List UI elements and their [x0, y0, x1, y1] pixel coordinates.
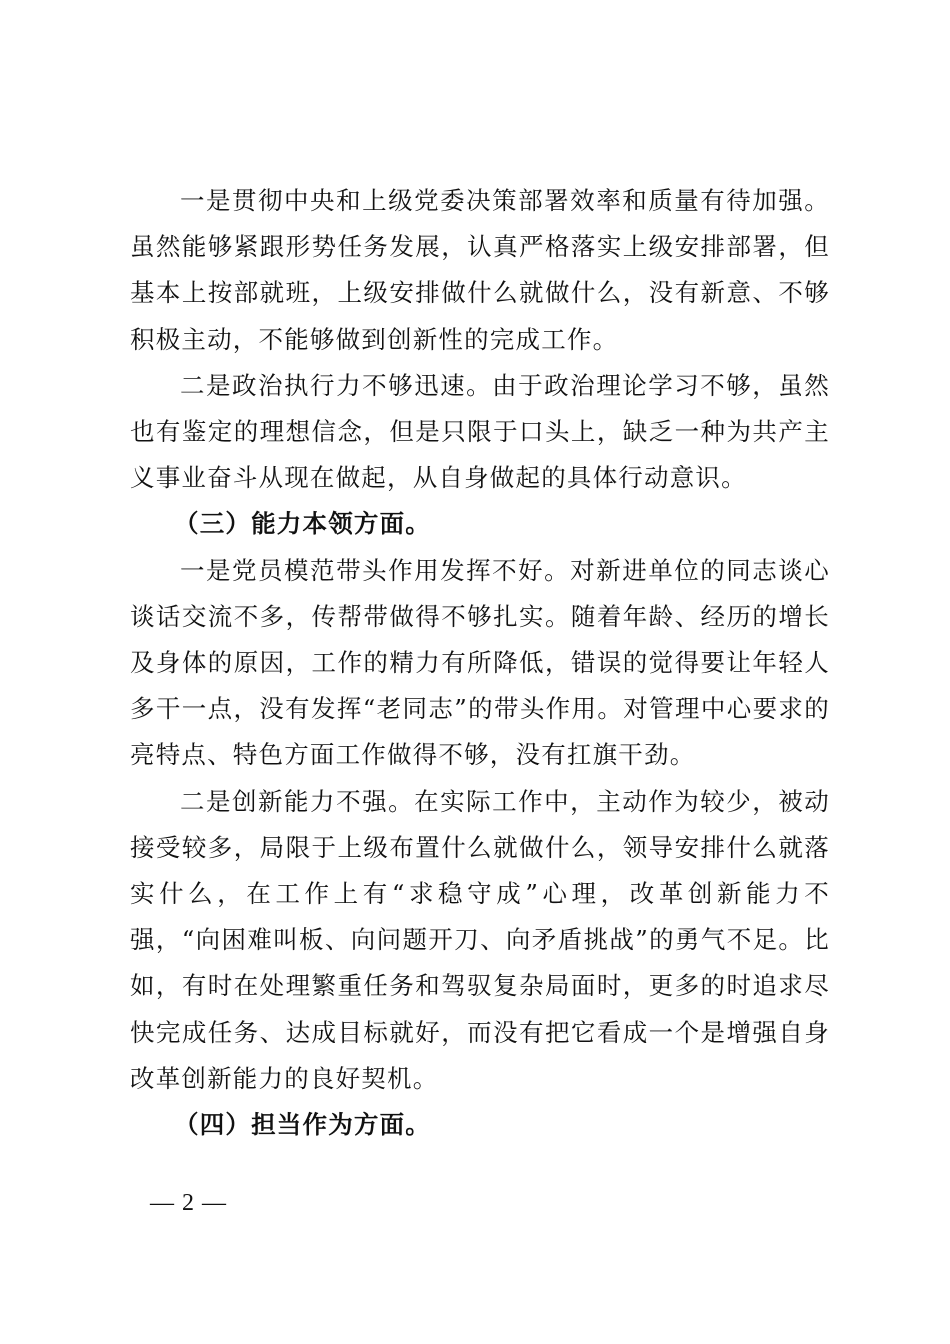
section-heading-ability: （三）能力本领方面。: [174, 509, 431, 539]
paragraph-innovation-ability: 二是创新能力不强。在实际工作中，主动作为较少，被动接受较多，局限于上级布置什么就做什么，领导安排什么就落实什么，在工作上有“求稳守成”心理，改革创新能力不强，“向困难叫板、向问题开刀、向矛盾挑战”的勇气不足。比如，有时在处理繁重任务和驾驭复杂局面时，更多的时追求尽快完成任务、达成目标就好，而没有把它看成一个是增强自身改革创新能力的良好契机。: [130, 786, 830, 1093]
section-heading-responsibility: （四）担当作为方面。: [174, 1110, 431, 1140]
paragraph-political-execution: 二是政治执行力不够迅速。由于政治理论学习不够，虽然也有鉴定的理想信念，但是只限于口头上，缺乏一种为共产主义事业奋斗从现在做起，从自身做起的具体行动意识。: [130, 370, 830, 493]
paragraph-party-member-role: 一是党员模范带头作用发挥不好。对新进单位的同志谈心谈话交流不多，传帮带做得不够扎实。随着年龄、经历的增长及身体的原因，工作的精力有所降低，错误的觉得要让年轻人多干一点，没有发挥“老同志”的带头作用。对管理中心要求的亮特点、特色方面工作做得不够，没有扛旗干劲。: [130, 555, 830, 770]
paragraph-policy-implementation: 一是贯彻中央和上级党委决策部署效率和质量有待加强。虽然能够紧跟形势任务发展，认真严格落实上级安排部署，但基本上按部就班，上级安排做什么就做什么，没有新意、不够积极主动，不能够做到创新性的完成工作。: [130, 186, 830, 354]
document-body: [130, 178, 830, 1148]
page-number: — 2 —: [150, 1190, 227, 1216]
